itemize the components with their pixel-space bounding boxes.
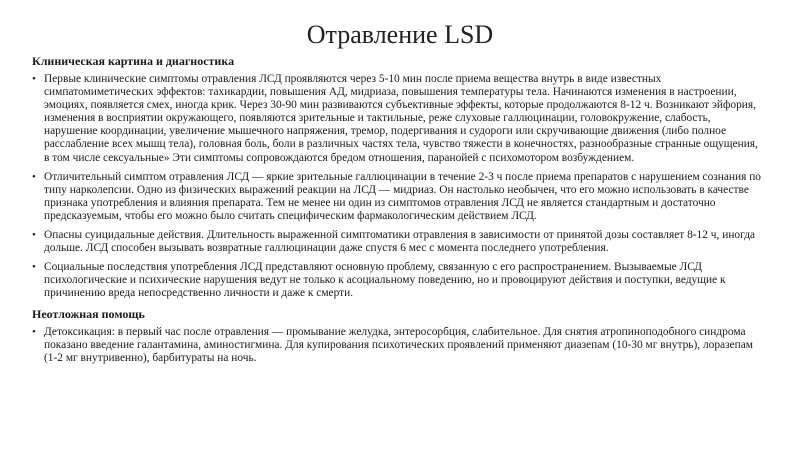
bullet-paragraph [32, 261, 762, 300]
section-heading-emergency: Неотложная помощь [32, 306, 145, 321]
bullet-icon: • [32, 325, 36, 338]
paragraph-text: Отличительный симптом отравления ЛСД — яркие зрительные галлюцинации в течение 2-3 ч после приема препаратов с нарушением сознания по типу нарколепсии. Одно из физических выражений реакции на ЛСД — мидриаз. Он настолько необычен, что его можно использовать в качестве признака употребления и влияния препарата. Тем не менее ни один из симптомов отравления ЛСД не является стандартным и достаточно предсказуемым, чтобы его можно было считать специфическим фармакологическим действием ЛСД. [44, 170, 761, 222]
paragraph-text: Первые клинические симптомы отравления ЛСД проявляются через 5-10 мин после приема вещества внутрь в виде известных симпатомиметических эффектов: тахикардии, повышения АД, мидриаза, повышения температуры тела. Начинаются изменения в настроении, эмоциях, появляется смех, иногда крик. Через 30-90 мин развиваются субъективные эффекты, которые продолжаются 8-12 ч. Возникают эйфория, изменения в восприятии окружающего, появляются зрительные и тактильные, реже слуховые галлюцинации, головокружение, слабость, нарушение координации, увеличение мышечного напряжения, тремор, подергивания и судороги или скручивающие движения (либо полное расслабление всех мышц тела), головная боль, боли в различных частях тела, чувство тяжести в конечностях, разнообразные странные ощущения, в том числе сексуальные» Эти симптомы сопровождаются бредом отношения, паранойей с психомотором возбуждением. [44, 73, 758, 164]
bullet-paragraph [32, 171, 762, 223]
section-heading-clinical: Клиническая картина и диагностика [32, 54, 235, 68]
bullet-paragraph [32, 73, 762, 165]
slide-content [32, 54, 762, 371]
bullet-icon: • [32, 73, 36, 85]
slide-title: Отравление LSD [306, 20, 494, 49]
bullet-icon: • [32, 229, 36, 242]
paragraph-text: Социальные последствия употребления ЛСД представляют основную проблему, связанную с его распространением. Вызываемые ЛСД психологические и психические нарушения ведут не только к асоциальному поведению, но и провоцируют действия и поступки, ведущие к причинению вреда непосредственно личности и даже к смерти. [44, 261, 726, 300]
paragraph-text: Детоксикация: в первый час после отравления — промывание желудка, энтеросорбция, слабительное. Для снятия атропиноподобного синдрома показано введение галантамина, аминостигмина. Для купирования психотических проявлений применяют диазепам (10-30 мг внутрь), лоразепам (1-2 мг внутривенно), барбитураты на ночь. [44, 325, 753, 364]
bullet-paragraph [32, 326, 762, 365]
bullet-icon: • [32, 261, 36, 274]
bullet-icon: • [32, 170, 36, 183]
paragraph-text: Опасны суицидальные действия. Длительность выраженной симптоматики отравления в зависимости от принятой дозы составляет 8-12 ч, иногда дольше. ЛСД способен вызывать возвратные галлюцинации даже спустя 6 мес с момента последнего употребления. [44, 229, 756, 255]
bullet-paragraph [32, 229, 762, 255]
